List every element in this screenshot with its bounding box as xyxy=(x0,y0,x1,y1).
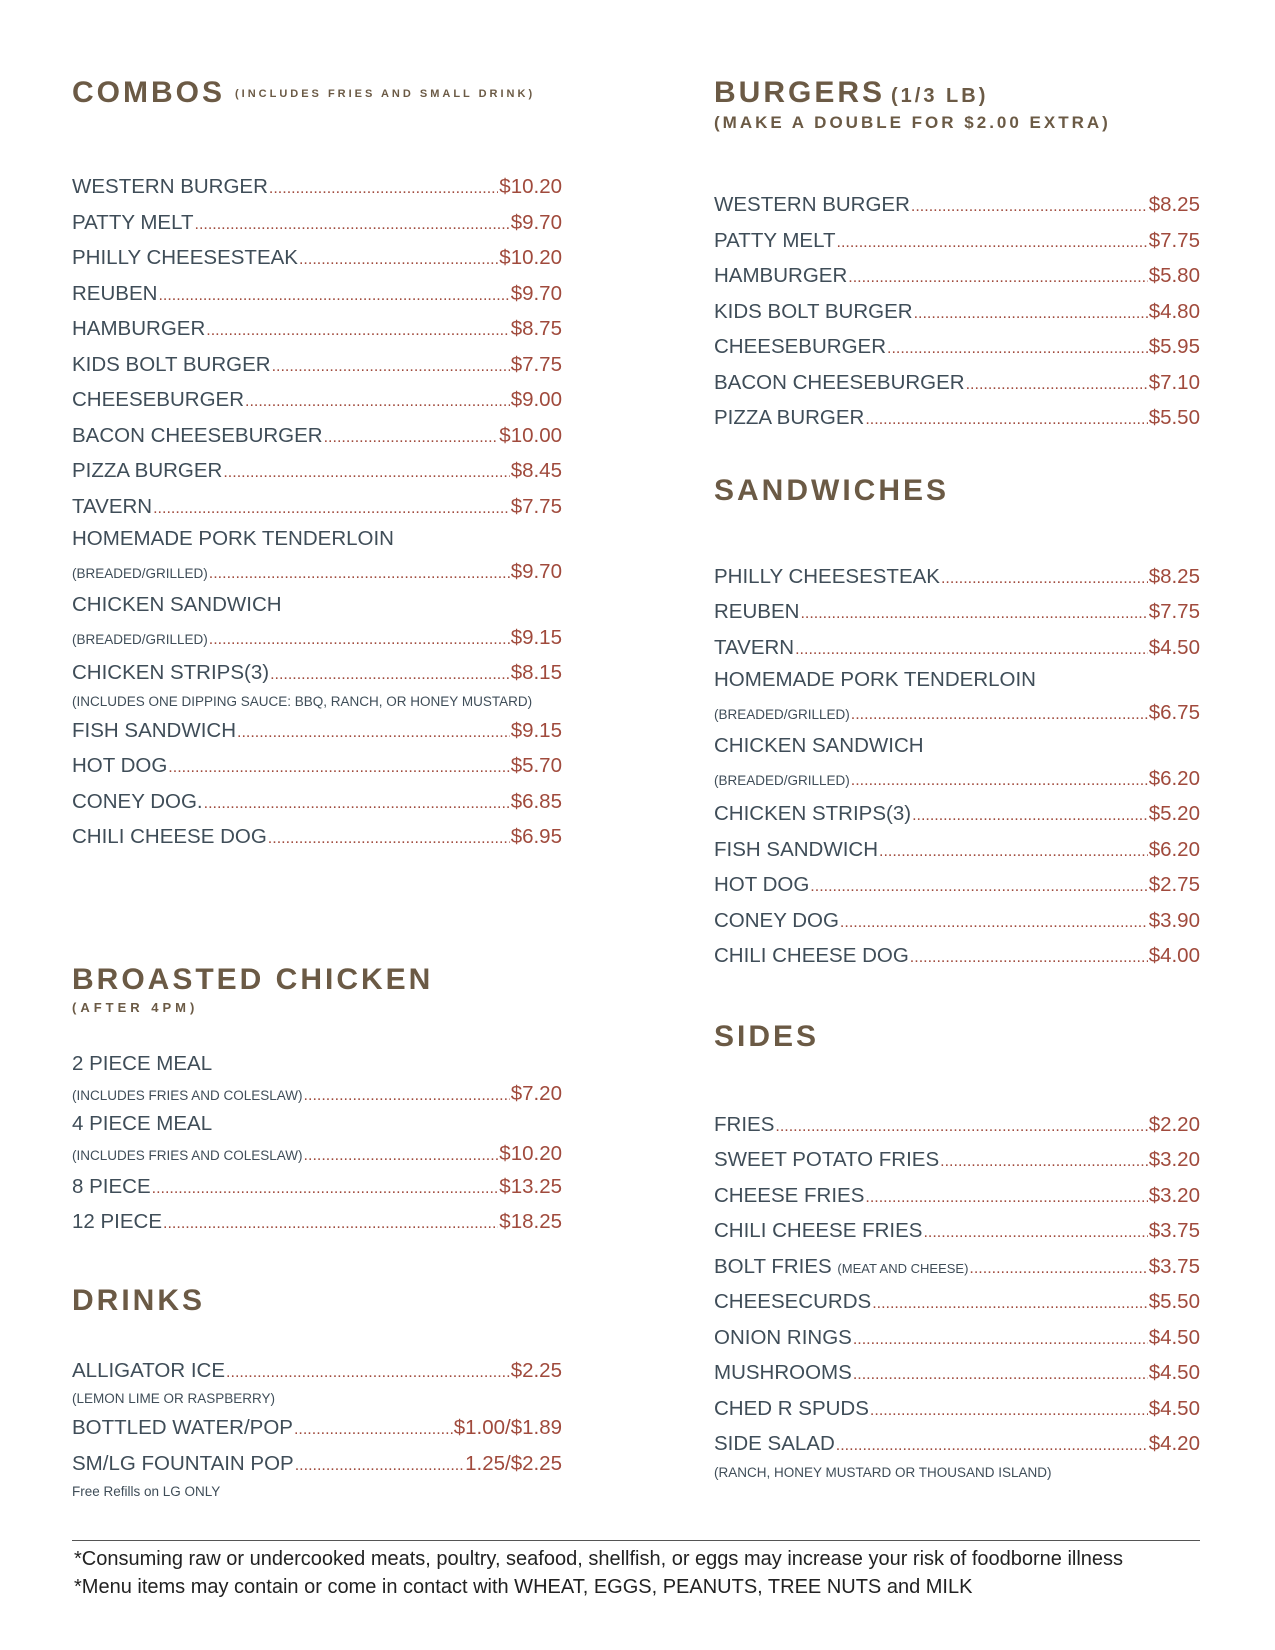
leader-dots xyxy=(195,207,510,243)
sandwiches-heading: SANDWICHES xyxy=(714,473,950,507)
item-price: $13.25 xyxy=(499,1174,562,1198)
item-price: $3.20 xyxy=(1148,1148,1200,1171)
combo-pork-row xyxy=(72,554,562,590)
leader-dots xyxy=(853,1322,1148,1358)
item-name: 12 PIECE xyxy=(72,1210,163,1233)
sandwich-pork-row xyxy=(714,695,1200,731)
leader-dots xyxy=(865,402,1147,438)
item-name: ONION RINGS xyxy=(714,1325,852,1349)
list-item xyxy=(714,1213,1200,1249)
item-price: $4.20 xyxy=(1148,1432,1200,1455)
item-price: $7.20 xyxy=(510,1081,562,1105)
item-detail: (BREADED/GRILLED) xyxy=(714,707,850,722)
item-name: TAVERN xyxy=(714,635,795,659)
alligator-ice-note: (LEMON LIME OR RASPBERRY) xyxy=(72,1391,276,1406)
item-price: $3.75 xyxy=(1148,1254,1200,1278)
item-price: $5.50 xyxy=(1148,1290,1200,1313)
item-name: CHEESEBURGER xyxy=(714,335,887,358)
leader-dots xyxy=(795,632,1148,668)
item-name: REUBEN xyxy=(72,281,158,305)
sandwiches-list xyxy=(714,559,1200,666)
item-name: CHEESECURDS xyxy=(714,1290,872,1313)
leader-dots xyxy=(800,596,1147,632)
list-item xyxy=(714,594,1200,630)
combo-chicken-sandwich-label: CHICKEN SANDWICH xyxy=(72,592,282,616)
item-name: CHEESE FRIES xyxy=(714,1183,865,1207)
item-price: $2.75 xyxy=(1148,873,1200,896)
list-item xyxy=(714,258,1200,294)
leader-dots xyxy=(940,1144,1148,1180)
combos-list-2 xyxy=(72,713,562,855)
item-detail: (BREADED/GRILLED) xyxy=(72,631,208,647)
combo-pork-label: HOMEMADE PORK TENDERLOIN xyxy=(72,527,394,550)
item-price: $6.95 xyxy=(510,825,562,848)
leader-dots xyxy=(168,750,509,786)
item-name: HOT DOG xyxy=(72,754,168,777)
item-price: $9.15 xyxy=(510,718,562,742)
item-name: CHICKEN STRIPS(3) xyxy=(714,802,912,825)
footer-disclaimer xyxy=(74,1545,1123,1601)
item-name: PATTY MELT xyxy=(714,228,836,252)
bolt-fries-name: BOLT FRIES xyxy=(714,1254,838,1278)
item-price: $10.20 xyxy=(499,1141,562,1165)
item-price: $6.20 xyxy=(1148,766,1200,790)
combos-list xyxy=(72,169,562,524)
meal4-label: 4 PIECE MEAL xyxy=(72,1111,213,1135)
sandwiches-list-2 xyxy=(714,796,1200,974)
item-name xyxy=(714,1249,968,1287)
item-price: $18.25 xyxy=(499,1210,562,1233)
list-item xyxy=(714,832,1200,868)
item-price: $2.25 xyxy=(510,1358,562,1382)
item-price: $9.70 xyxy=(510,210,562,234)
item-name: WESTERN BURGER xyxy=(714,193,910,216)
burgers-title: BURGERS xyxy=(714,76,886,109)
list-item xyxy=(714,1249,1200,1285)
item-price: $3.20 xyxy=(1148,1183,1200,1207)
leader-dots xyxy=(969,1251,1147,1287)
item-name: REUBEN xyxy=(714,600,800,623)
item-price: $4.50 xyxy=(1148,635,1200,659)
item-name: CHILI CHEESE FRIES xyxy=(714,1219,923,1242)
list-item xyxy=(72,311,562,347)
item-price: $7.75 xyxy=(510,494,562,518)
burgers-subtitle: (MAKE A DOUBLE FOR $2.00 EXTRA) xyxy=(714,113,1111,132)
item-name: SIDE SALAD xyxy=(714,1432,835,1455)
item-price: $10.20 xyxy=(499,246,562,269)
bottled-water-row xyxy=(72,1410,562,1446)
item-price: $4.50 xyxy=(1148,1325,1200,1349)
item-name: SM/LG FOUNTAIN POP xyxy=(72,1451,294,1475)
item-price: $5.80 xyxy=(1148,264,1200,287)
item-price: $5.70 xyxy=(510,754,562,777)
list-item xyxy=(714,1142,1200,1178)
leader-dots xyxy=(810,869,1147,905)
item-name: FISH SANDWICH xyxy=(714,837,878,861)
combo-strips-row xyxy=(72,655,562,691)
item-price: $7.75 xyxy=(510,352,562,376)
list-item xyxy=(714,1284,1200,1320)
item-price: $5.50 xyxy=(1148,406,1200,429)
combo-strips-note: (INCLUDES ONE DIPPING SAUCE: BBQ, RANCH, OR HONEY MUSTARD) xyxy=(72,693,533,709)
leader-dots xyxy=(848,260,1147,296)
fountain-pop-note: Free Refills on LG ONLY xyxy=(72,1484,221,1499)
item-price: $6.20 xyxy=(1148,837,1200,861)
list-item xyxy=(72,240,562,276)
item-price: $7.10 xyxy=(1148,370,1200,394)
leader-dots xyxy=(206,313,509,349)
item-name: MUSHROOMS xyxy=(714,1361,852,1384)
list-item xyxy=(714,1426,1200,1462)
list-item xyxy=(72,276,562,312)
item-price: $5.95 xyxy=(1148,335,1200,358)
list-item xyxy=(714,400,1200,436)
fountain-pop-row xyxy=(72,1446,562,1482)
leader-dots xyxy=(245,384,510,420)
broasted-list xyxy=(72,1169,562,1240)
item-name: ALLIGATOR ICE xyxy=(72,1358,226,1382)
leader-dots xyxy=(304,1141,499,1171)
footer-divider xyxy=(72,1540,1200,1541)
leader-dots xyxy=(912,798,1148,834)
leader-dots xyxy=(911,189,1148,225)
item-name: FISH SANDWICH xyxy=(72,718,236,742)
leader-dots xyxy=(153,491,510,527)
list-item xyxy=(72,169,562,205)
list-item xyxy=(72,418,562,454)
item-name: 8 PIECE xyxy=(72,1174,151,1198)
leader-dots xyxy=(879,834,1148,870)
list-item xyxy=(714,559,1200,595)
item-price: $4.50 xyxy=(1148,1361,1200,1384)
item-price: $4.80 xyxy=(1148,299,1200,323)
list-item xyxy=(72,1169,562,1205)
leader-dots xyxy=(270,657,510,693)
item-name: CHICKEN STRIPS(3) xyxy=(72,661,270,684)
item-price: $2.20 xyxy=(1148,1112,1200,1136)
item-name: CONEY DOG xyxy=(714,908,839,932)
leader-dots xyxy=(851,763,1148,799)
leader-dots xyxy=(268,821,510,857)
item-price: $8.75 xyxy=(510,317,562,340)
item-price: $4.00 xyxy=(1148,944,1200,967)
leader-dots xyxy=(923,1215,1147,1251)
leader-dots xyxy=(294,1412,453,1448)
item-name: WESTERN BURGER xyxy=(72,175,268,198)
list-item xyxy=(714,903,1200,939)
leader-dots xyxy=(837,225,1148,261)
leader-dots xyxy=(914,296,1148,332)
item-name: PHILLY CHEESESTEAK xyxy=(714,564,940,588)
sandwich-chicken-label: CHICKEN SANDWICH xyxy=(714,733,924,757)
list-item xyxy=(72,819,562,855)
drinks-heading: DRINKS xyxy=(72,1283,206,1317)
list-item xyxy=(714,1391,1200,1427)
allergen-warning: *Menu items may contain or come in contact with WHEAT, EGGS, PEANUTS, TREE NUTS and MILK xyxy=(74,1576,973,1598)
leader-dots xyxy=(775,1109,1147,1145)
leader-dots xyxy=(204,786,510,822)
item-name: PIZZA BURGER xyxy=(72,459,223,482)
list-item xyxy=(72,489,562,525)
leader-dots xyxy=(836,1428,1148,1464)
item-detail: (BREADED/GRILLED) xyxy=(714,772,850,788)
leader-dots xyxy=(158,278,509,314)
item-price: $6.85 xyxy=(510,789,562,813)
leader-dots xyxy=(887,331,1148,367)
item-price: $5.20 xyxy=(1148,802,1200,825)
leader-dots xyxy=(853,1357,1148,1393)
combo-chicken-sandwich-row xyxy=(72,620,562,656)
item-price: $9.00 xyxy=(510,388,562,411)
item-price: $7.75 xyxy=(1148,228,1200,252)
list-item xyxy=(714,187,1200,223)
leader-dots xyxy=(851,697,1148,733)
leader-dots xyxy=(941,561,1148,597)
leader-dots xyxy=(304,1081,510,1111)
combos-heading xyxy=(72,76,562,109)
list-item xyxy=(714,294,1200,330)
item-price: $9.15 xyxy=(510,625,562,649)
list-item xyxy=(72,453,562,489)
item-price: $10.20 xyxy=(499,175,562,198)
item-name: BOTTLED WATER/POP xyxy=(72,1416,293,1439)
list-item xyxy=(714,867,1200,903)
item-price: $8.15 xyxy=(510,661,562,684)
list-item xyxy=(72,347,562,383)
item-name: KIDS BOLT BURGER xyxy=(714,299,913,323)
item-name: PHILLY CHEESESTEAK xyxy=(72,246,298,269)
item-name: SWEET POTATO FRIES xyxy=(714,1148,940,1171)
list-item xyxy=(714,223,1200,259)
item-name: TAVERN xyxy=(72,494,153,518)
item-price: $4.50 xyxy=(1148,1396,1200,1420)
right-column xyxy=(714,76,1200,1484)
list-item xyxy=(714,329,1200,365)
list-item xyxy=(714,1355,1200,1391)
list-item xyxy=(714,365,1200,401)
leader-dots xyxy=(872,1286,1147,1322)
list-item xyxy=(714,1107,1200,1143)
item-name: BACON CHEESEBURGER xyxy=(72,423,323,447)
item-detail: (INCLUDES FRIES AND COLESLAW) xyxy=(72,1087,303,1103)
item-price: $8.45 xyxy=(510,459,562,482)
item-price: $6.75 xyxy=(1148,701,1200,724)
side-salad-note: (RANCH, HONEY MUSTARD OR THOUSAND ISLAND) xyxy=(714,1464,1052,1480)
leader-dots xyxy=(163,1206,498,1242)
item-name: CHEESEBURGER xyxy=(72,388,245,411)
sandwich-pork-label: HOMEMADE PORK TENDERLOIN xyxy=(714,668,1036,691)
sides-list xyxy=(714,1107,1200,1462)
item-name: HOT DOG xyxy=(714,873,810,896)
sides-heading: SIDES xyxy=(714,1019,820,1053)
list-item xyxy=(72,1204,562,1240)
bolt-fries-detail: (MEAT AND CHEESE) xyxy=(837,1260,969,1276)
list-item xyxy=(714,796,1200,832)
meal4-row xyxy=(72,1139,562,1169)
burgers-list xyxy=(714,187,1200,436)
list-item xyxy=(714,938,1200,974)
item-price: 1.25/$2.25 xyxy=(465,1451,562,1475)
leader-dots xyxy=(870,1393,1148,1429)
list-item xyxy=(714,1320,1200,1356)
leader-dots xyxy=(865,1180,1147,1216)
item-name: KIDS BOLT BURGER xyxy=(72,352,271,376)
item-price: $9.70 xyxy=(510,560,562,583)
item-name: HAMBURGER xyxy=(72,317,206,340)
list-item xyxy=(714,630,1200,666)
item-price: $8.25 xyxy=(1148,193,1200,216)
leader-dots xyxy=(910,940,1148,976)
item-name: PATTY MELT xyxy=(72,210,194,234)
burgers-weight: (1/3 LB) xyxy=(891,85,989,107)
leader-dots xyxy=(324,420,499,456)
list-item xyxy=(72,382,562,418)
burgers-heading xyxy=(714,76,1200,109)
leader-dots xyxy=(152,1171,499,1207)
item-name: BACON CHEESEBURGER xyxy=(714,370,965,394)
list-item xyxy=(72,748,562,784)
sandwich-chicken-row xyxy=(714,761,1200,797)
item-price: $1.00/$1.89 xyxy=(453,1416,562,1439)
list-item xyxy=(714,1178,1200,1214)
broasted-note: (AFTER 4PM) xyxy=(72,999,199,1015)
item-name: CHILI CHEESE DOG xyxy=(72,825,267,848)
item-price: $10.00 xyxy=(499,423,562,447)
list-item xyxy=(72,713,562,749)
item-name: CHED R SPUDS xyxy=(714,1396,869,1420)
item-name: HAMBURGER xyxy=(714,264,848,287)
meal2-label: 2 PIECE MEAL xyxy=(72,1051,213,1075)
meal2-row xyxy=(72,1079,562,1109)
item-name: CHILI CHEESE DOG xyxy=(714,944,909,967)
combos-subtitle: (INCLUDES FRIES AND SMALL DRINK) xyxy=(235,88,536,101)
item-name: FRIES xyxy=(714,1112,775,1136)
leader-dots xyxy=(295,1448,464,1484)
item-detail: (BREADED/GRILLED) xyxy=(72,566,208,581)
leader-dots xyxy=(209,622,510,658)
foodborne-warning: *Consuming raw or undercooked meats, poultry, seafood, shellfish, or eggs may increase your risk of foodborne illness xyxy=(74,1548,1124,1570)
leader-dots xyxy=(840,905,1148,941)
leader-dots xyxy=(299,242,498,278)
item-price: $9.70 xyxy=(510,281,562,305)
item-name: PIZZA BURGER xyxy=(714,406,865,429)
leader-dots xyxy=(226,1355,510,1391)
item-price: $3.90 xyxy=(1148,908,1200,932)
leader-dots xyxy=(269,171,498,207)
list-item xyxy=(72,784,562,820)
item-price: $8.25 xyxy=(1148,564,1200,588)
left-column xyxy=(72,76,562,1503)
leader-dots xyxy=(209,556,510,592)
item-price: $3.75 xyxy=(1148,1219,1200,1242)
leader-dots xyxy=(237,715,510,751)
leader-dots xyxy=(223,455,509,491)
leader-dots xyxy=(272,349,510,385)
list-item xyxy=(72,205,562,241)
item-price: $7.75 xyxy=(1148,600,1200,623)
item-name: CONEY DOG. xyxy=(72,789,203,813)
leader-dots xyxy=(966,367,1148,403)
broasted-heading: BROASTED CHICKEN xyxy=(72,962,434,996)
alligator-ice-row xyxy=(72,1353,562,1389)
combos-title: COMBOS xyxy=(72,76,225,109)
item-detail: (INCLUDES FRIES AND COLESLAW) xyxy=(72,1147,303,1163)
